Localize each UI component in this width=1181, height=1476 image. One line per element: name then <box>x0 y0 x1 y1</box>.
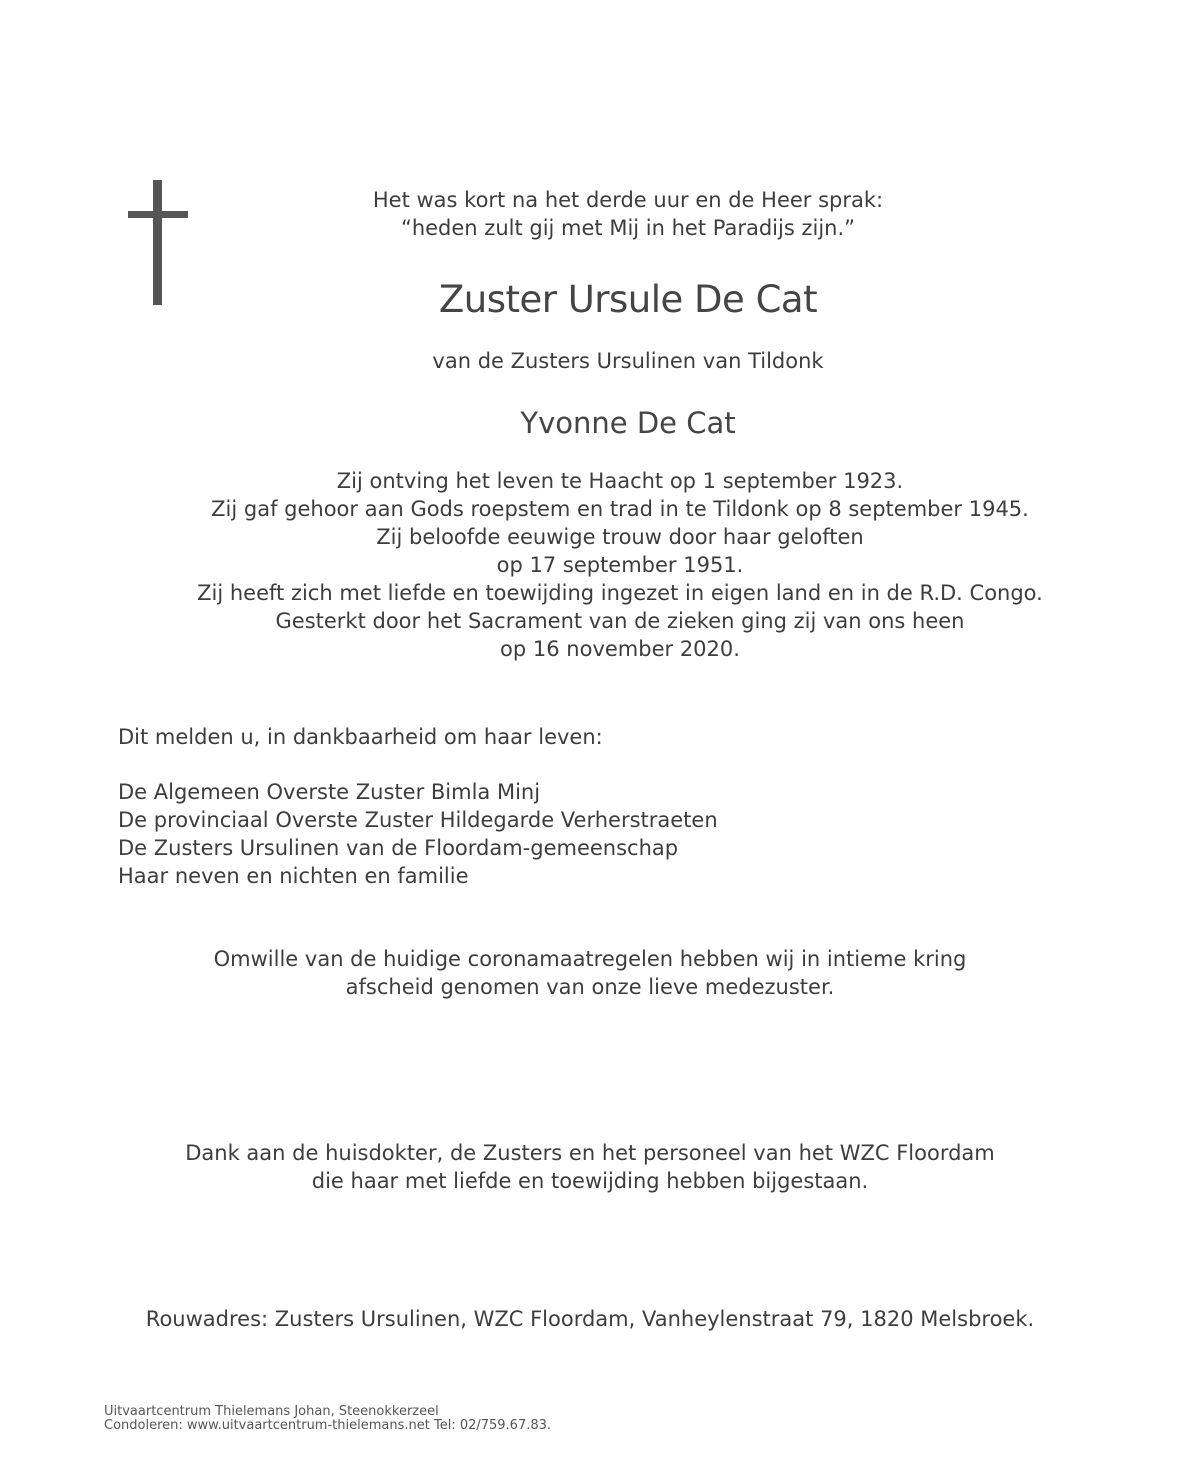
civil-name: Yvonne De Cat <box>520 406 736 440</box>
corona-line: Omwille van de huidige coronamaatregelen hebben wij in intieme kring <box>213 947 967 971</box>
bible-quote <box>245 186 1011 242</box>
thanks-line: die haar met liefde en toewijding hebben bijgestaan. <box>311 1169 869 1193</box>
bio-line: Zij ontving het leven te Haacht op 1 september 1923. <box>336 469 904 493</box>
mourning-address: Rouwadres: Zusters Ursulinen, WZC Floordam, Vanheylenstraat 79, 1820 Melsbroek. <box>145 1307 1035 1331</box>
deceased-name: Zuster Ursule De Cat <box>438 278 818 321</box>
cross-icon <box>128 180 188 305</box>
mourner-item: De provinciaal Overste Zuster Hildegarde Verherstraeten <box>118 808 718 832</box>
bio-line: op 16 november 2020. <box>500 637 740 661</box>
bio-line: op 17 september 1951. <box>496 553 744 577</box>
bio-line: Zij heeft zich met liefde en toewijding ingezet in eigen land en in de R.D. Congo. <box>197 581 1043 605</box>
corona-line: afscheid genomen van onze lieve medezuster. <box>345 975 835 999</box>
quote-line: Het was kort na het derde uur en de Heer sprak: <box>372 188 884 212</box>
bio-line: Gesterkt door het Sacrament van de zieken ging zij van ons heen <box>275 609 965 633</box>
mourners-list <box>118 778 718 890</box>
announcement: Dit melden u, in dankbaarheid om haar leven: <box>118 725 603 749</box>
congregation: van de Zusters Ursulinen van Tildonk <box>432 349 824 373</box>
biography <box>120 467 1120 663</box>
bio-line: Zij beloofde eeuwige trouw door haar geloften <box>376 525 864 549</box>
footer-contact: Condoleren: www.uitvaartcentrum-thielemans.net Tel: 02/759.67.83. <box>104 1418 552 1433</box>
thanks-note <box>90 1139 1090 1195</box>
mourner-item: Haar neven en nichten en familie <box>118 864 469 888</box>
cross-vertical-bar <box>153 180 162 305</box>
bio-line: Zij gaf gehoor aan Gods roepstem en trad in te Tildonk op 8 september 1945. <box>211 497 1029 521</box>
funeral-home-footer <box>104 1405 551 1433</box>
footer-line: Uitvaartcentrum Thielemans Johan, Steenokkerzeel <box>104 1404 439 1419</box>
mourner-item: De Algemeen Overste Zuster Bimla Minj <box>118 780 541 804</box>
corona-note <box>90 945 1090 1001</box>
thanks-line: Dank aan de huisdokter, de Zusters en het personeel van het WZC Floordam <box>185 1141 995 1165</box>
mourner-item: De Zusters Ursulinen van de Floordam-gemeenschap <box>118 836 679 860</box>
cross-horizontal-bar <box>128 211 188 218</box>
quote-line: “heden zult gij met Mij in het Paradijs zijn.” <box>400 216 856 240</box>
